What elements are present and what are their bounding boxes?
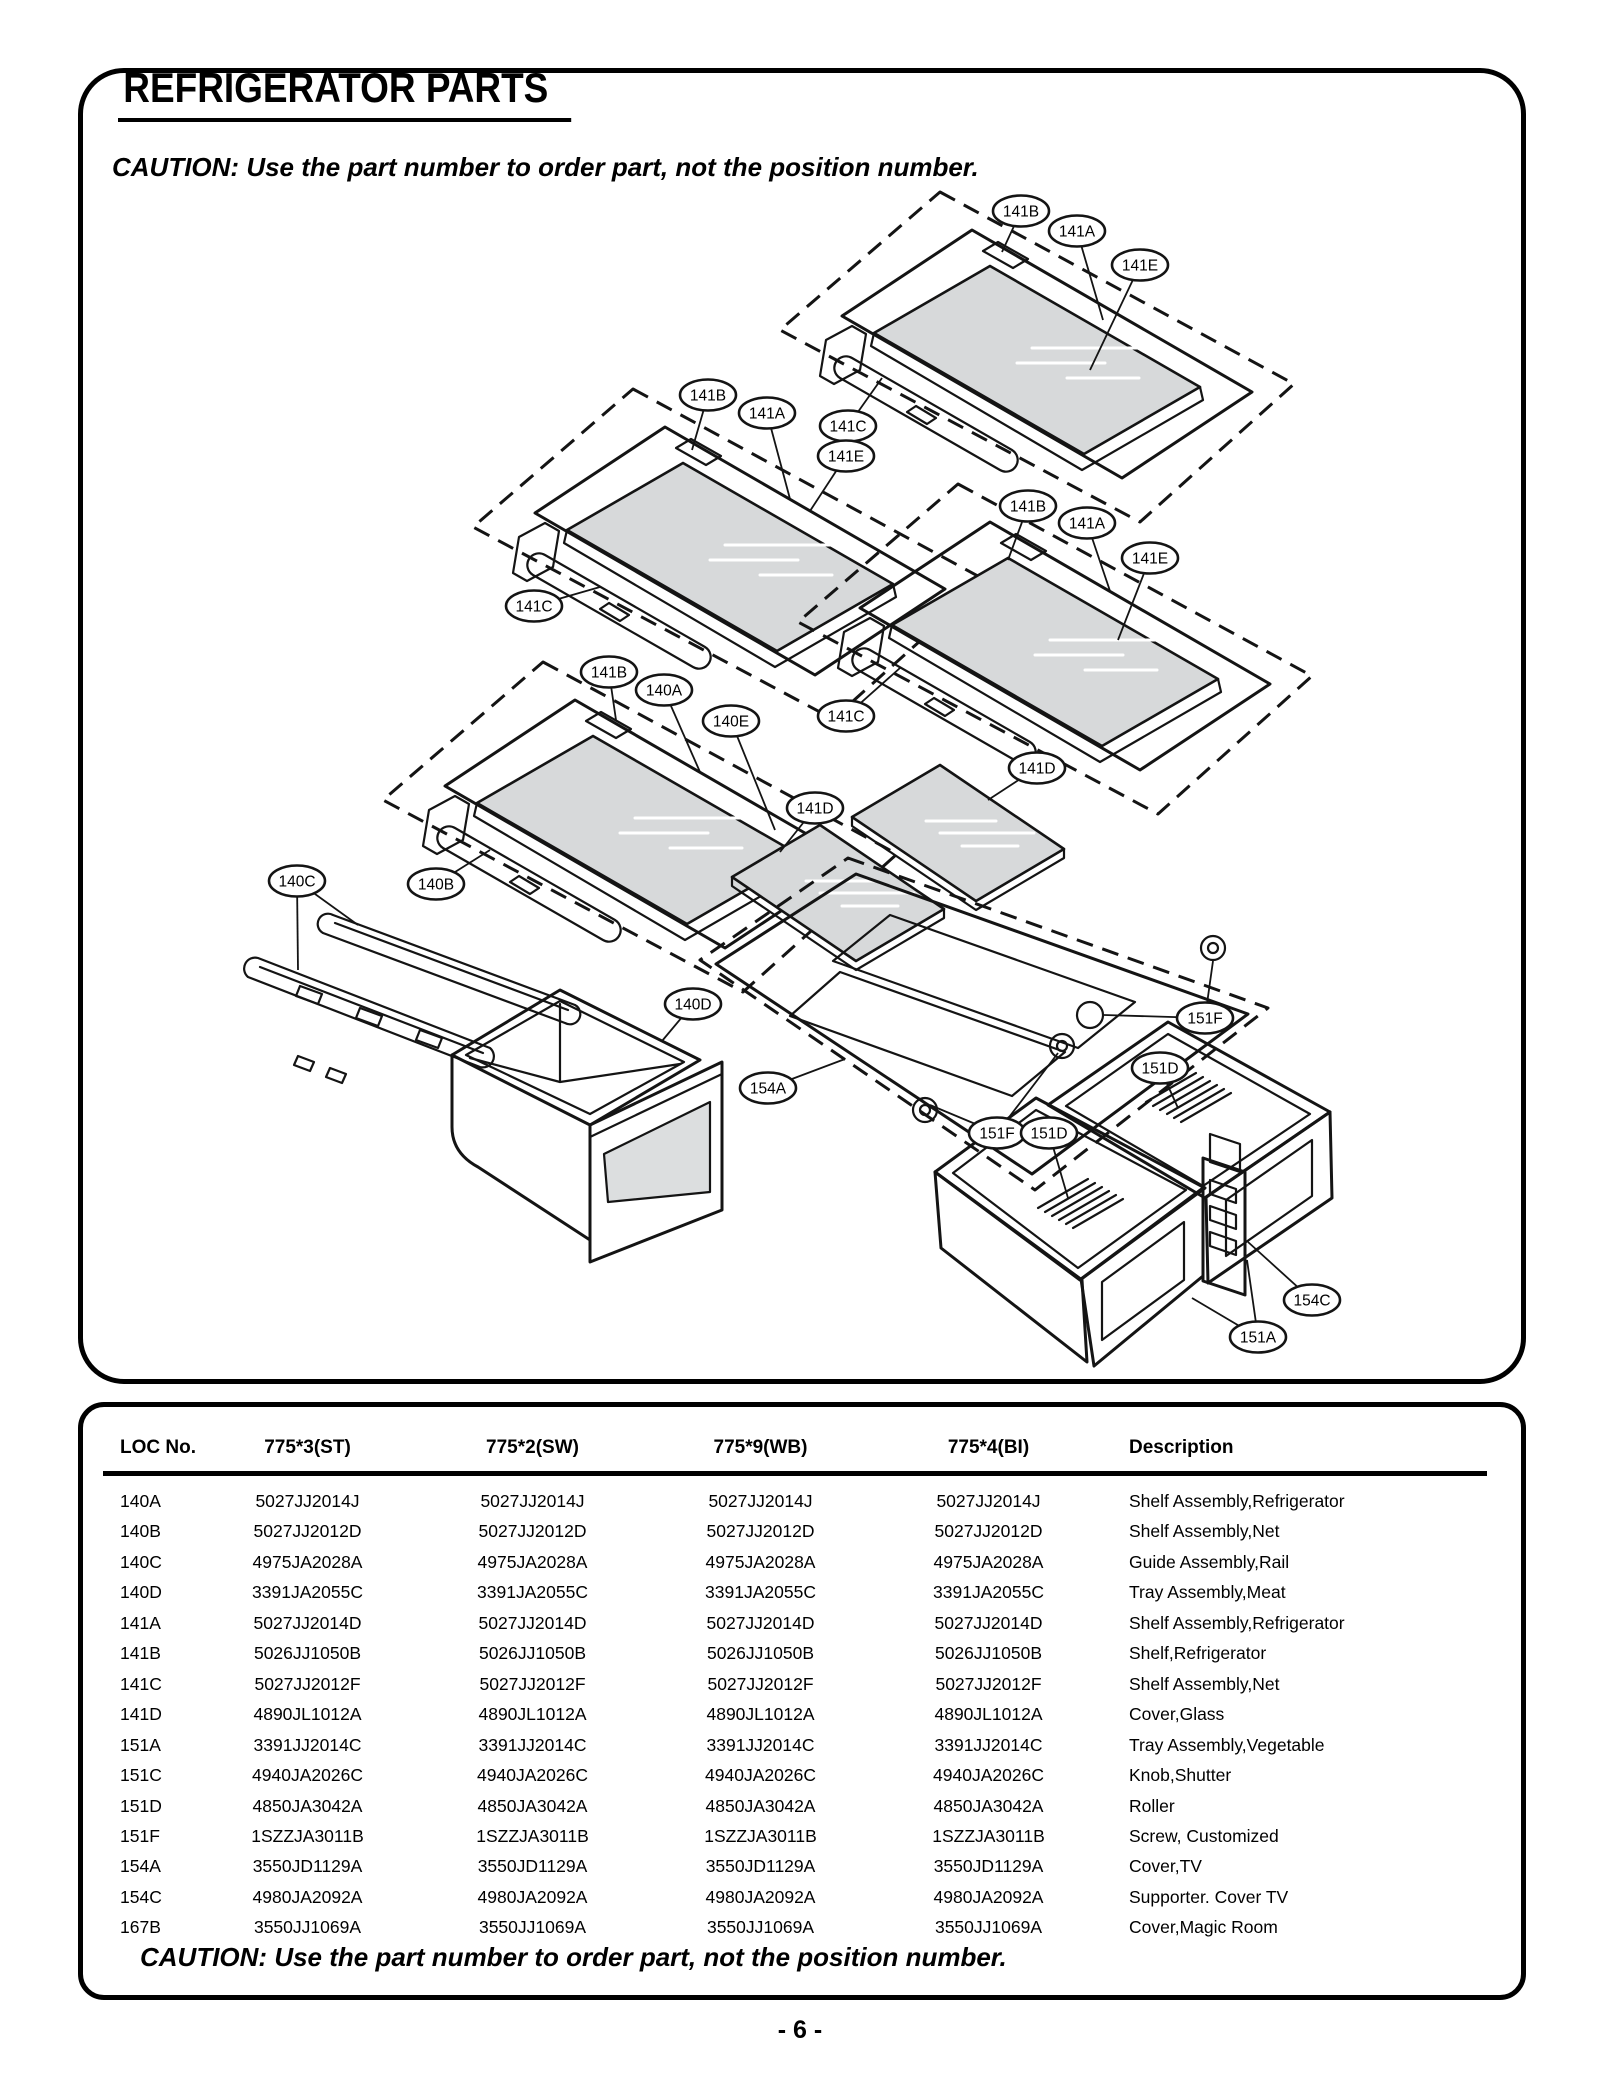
cell-sw: 3550JD1129A <box>477 1856 588 1877</box>
cell-bi: 1SZZJA3011B <box>932 1825 1045 1846</box>
column-header-wb: 775*9(WB) <box>713 1437 808 1458</box>
callout-154A <box>740 1059 845 1104</box>
cell-desc: Shelf Assembly,Net <box>1129 1521 1280 1542</box>
cell-desc: Cover,Magic Room <box>1129 1917 1278 1938</box>
cell-desc: Shelf Assembly,Refrigerator <box>1129 1612 1345 1633</box>
cell-loc: 140C <box>120 1551 162 1572</box>
cell-sw: 1SZZJA3011B <box>476 1825 589 1846</box>
cell-loc: 151D <box>120 1795 162 1816</box>
callout-141C <box>820 378 882 442</box>
cell-bi: 3550JJ1069A <box>934 1917 1043 1938</box>
column-header-bi: 775*4(BI) <box>947 1437 1030 1458</box>
cell-loc: 141C <box>120 1673 162 1694</box>
cell-st: 3391JJ2014C <box>253 1734 362 1755</box>
guide-rail-assembly <box>244 914 580 1083</box>
cell-st: 5027JJ2014J <box>255 1491 360 1511</box>
callout-141D <box>988 753 1065 801</box>
caution-bottom: CAUTION: Use the part number to order part, not the position number. <box>140 1942 1007 1972</box>
cell-sw: 3550JJ1069A <box>478 1917 587 1938</box>
svg-text:141B: 141B <box>689 387 727 405</box>
cell-bi: 5027JJ2012F <box>935 1673 1042 1694</box>
meat-tray <box>452 990 722 1262</box>
cell-wb: 4975JA2028A <box>705 1551 816 1572</box>
cell-st: 5026JJ1050B <box>253 1643 362 1664</box>
svg-text:151A: 151A <box>1239 1329 1277 1347</box>
cell-desc: Tray Assembly,Vegetable <box>1129 1734 1325 1755</box>
cell-st: 4980JA2092A <box>252 1886 363 1907</box>
cell-bi: 3391JA2055C <box>933 1582 1044 1603</box>
svg-text:140B: 140B <box>417 876 455 894</box>
column-header-loc: LOC No. <box>120 1437 196 1458</box>
table-row-140C <box>0 1547 1600 1577</box>
cell-bi: 4890JL1012A <box>934 1704 1043 1725</box>
svg-text:141E: 141E <box>827 448 865 466</box>
cell-sw: 3391JJ2014C <box>478 1734 587 1755</box>
cell-wb: 3391JA2055C <box>705 1582 816 1603</box>
shelf-assembly-141-left <box>473 389 987 719</box>
cell-bi: 5027JJ2014J <box>936 1491 1041 1511</box>
page-title: REFRIGERATOR PARTS <box>118 64 571 122</box>
shelf-assembly-141-top <box>780 192 1294 522</box>
svg-text:141D: 141D <box>1018 760 1056 778</box>
cell-st: 5027JJ2012D <box>253 1521 362 1542</box>
cell-bi: 4940JA2026C <box>933 1765 1044 1786</box>
cell-desc: Guide Assembly,Rail <box>1129 1551 1290 1572</box>
cell-wb: 3550JD1129A <box>705 1856 816 1877</box>
callout-154C <box>1248 1242 1340 1316</box>
cell-desc: Tray Assembly,Meat <box>1129 1582 1286 1603</box>
table-row-154C <box>0 1882 1600 1912</box>
svg-text:154C: 154C <box>1293 1292 1331 1310</box>
callout-141E <box>810 441 874 512</box>
svg-text:140C: 140C <box>278 873 316 891</box>
table-row-141B <box>0 1638 1600 1668</box>
column-header-sw: 775*2(SW) <box>486 1437 579 1458</box>
cell-wb: 4940JA2026C <box>705 1765 816 1786</box>
cell-wb: 1SZZJA3011B <box>704 1825 817 1846</box>
cell-bi: 5027JJ2014D <box>934 1612 1043 1633</box>
svg-text:141A: 141A <box>748 405 786 423</box>
callout-141C <box>818 668 900 732</box>
cell-wb: 5027JJ2014D <box>706 1612 815 1633</box>
cell-sw: 5027JJ2012F <box>479 1673 586 1694</box>
cell-desc: Roller <box>1129 1795 1175 1816</box>
cell-bi: 3550JD1129A <box>933 1856 1044 1877</box>
cell-st: 3550JD1129A <box>252 1856 363 1877</box>
cell-wb: 4850JA3042A <box>705 1795 816 1816</box>
table-row-151A <box>0 1730 1600 1760</box>
callout-layer <box>269 196 1340 1353</box>
cell-st: 4890JL1012A <box>253 1704 362 1725</box>
cell-loc: 167B <box>120 1917 161 1938</box>
callout-141B <box>581 657 637 721</box>
cell-bi: 4975JA2028A <box>933 1551 1044 1572</box>
callout-140A <box>636 675 700 773</box>
callout-151D <box>1021 1118 1077 1199</box>
caution-top: CAUTION: Use the part number to order part, not the position number. <box>112 152 979 182</box>
table-row-141C <box>0 1669 1600 1699</box>
cell-loc: 154A <box>120 1856 161 1877</box>
table-header-row <box>0 1437 1600 1463</box>
cell-sw: 5027JJ2014J <box>480 1491 585 1511</box>
cell-sw: 4940JA2026C <box>477 1765 588 1786</box>
svg-text:141D: 141D <box>796 800 834 818</box>
cell-wb: 3391JJ2014C <box>706 1734 815 1755</box>
page-number: - 6 - <box>777 2016 823 2044</box>
cell-sw: 5027JJ2014D <box>478 1612 587 1633</box>
cell-st: 4975JA2028A <box>252 1551 363 1572</box>
cell-loc: 151A <box>120 1734 161 1755</box>
cell-loc: 140B <box>120 1521 161 1542</box>
svg-text:141E: 141E <box>1131 550 1169 568</box>
cell-loc: 151F <box>120 1825 160 1846</box>
cell-wb: 5027JJ2012F <box>707 1673 814 1694</box>
cell-desc: Screw, Customized <box>1129 1825 1279 1846</box>
cell-desc: Shelf Assembly,Refrigerator <box>1129 1491 1345 1511</box>
svg-text:141E: 141E <box>1121 257 1159 275</box>
cell-loc: 141D <box>120 1704 162 1725</box>
cell-bi: 5027JJ2012D <box>934 1521 1043 1542</box>
svg-text:151D: 151D <box>1141 1060 1179 1078</box>
cell-st: 5027JJ2014D <box>253 1612 362 1633</box>
cell-wb: 5027JJ2012D <box>706 1521 815 1542</box>
cell-wb: 4980JA2092A <box>705 1886 816 1907</box>
cell-st: 3391JA2055C <box>252 1582 363 1603</box>
cell-loc: 151C <box>120 1765 162 1786</box>
cell-sw: 3391JA2055C <box>477 1582 588 1603</box>
svg-text:151F: 151F <box>979 1125 1015 1143</box>
callout-140D <box>662 989 721 1042</box>
cell-sw: 5026JJ1050B <box>478 1643 587 1664</box>
cell-bi: 4850JA3042A <box>933 1795 1044 1816</box>
cell-desc: Shelf Assembly,Net <box>1129 1673 1280 1694</box>
table-row-141D <box>0 1699 1600 1729</box>
table-row-151D <box>0 1791 1600 1821</box>
table-header-rule <box>103 1471 1487 1476</box>
cell-desc: Cover,Glass <box>1129 1704 1225 1725</box>
cell-desc: Shelf,Refrigerator <box>1129 1643 1267 1664</box>
svg-text:141A: 141A <box>1058 223 1096 241</box>
cell-loc: 154C <box>120 1886 162 1907</box>
cell-loc: 141B <box>120 1643 161 1664</box>
table-row-167B <box>0 1912 1600 1942</box>
callout-140B <box>408 850 490 900</box>
cell-st: 3550JJ1069A <box>253 1917 362 1938</box>
cell-bi: 3391JJ2014C <box>934 1734 1043 1755</box>
vegetable-tray-right <box>1048 1022 1332 1283</box>
callout-141B <box>1000 491 1056 561</box>
svg-text:141C: 141C <box>829 418 867 436</box>
table-row-151C <box>0 1760 1600 1790</box>
cell-wb: 5027JJ2014J <box>708 1491 813 1511</box>
cell-loc: 141A <box>120 1612 161 1633</box>
callout-151A <box>1192 1260 1286 1353</box>
cell-wb: 5026JJ1050B <box>706 1643 815 1664</box>
cell-desc: Supporter. Cover TV <box>1129 1886 1289 1907</box>
svg-text:141B: 141B <box>1002 203 1040 221</box>
cell-st: 5027JJ2012F <box>254 1673 361 1694</box>
cell-sw: 4980JA2092A <box>477 1886 588 1907</box>
callout-140C <box>269 866 358 971</box>
cell-loc: 140A <box>120 1491 161 1511</box>
svg-text:151F: 151F <box>1187 1010 1223 1028</box>
cell-sw: 5027JJ2012D <box>478 1521 587 1542</box>
table-row-154A <box>0 1851 1600 1881</box>
cell-desc: Knob,Shutter <box>1129 1765 1232 1786</box>
cell-st: 1SZZJA3011B <box>251 1825 364 1846</box>
table-row-140B <box>0 1516 1600 1546</box>
cell-wb: 4890JL1012A <box>706 1704 815 1725</box>
cell-st: 4940JA2026C <box>252 1765 363 1786</box>
svg-text:141A: 141A <box>1068 515 1106 533</box>
table-row-151F <box>0 1821 1600 1851</box>
table-row-140D <box>0 1577 1600 1607</box>
column-header-desc: Description <box>1129 1437 1234 1458</box>
cell-sw: 4890JL1012A <box>478 1704 587 1725</box>
cell-bi: 5026JJ1050B <box>934 1643 1043 1664</box>
svg-text:141B: 141B <box>590 664 628 682</box>
cell-loc: 140D <box>120 1582 162 1603</box>
svg-text:151D: 151D <box>1030 1125 1068 1143</box>
table-row-140A <box>0 1486 1600 1516</box>
cell-wb: 3550JJ1069A <box>706 1917 815 1938</box>
cell-sw: 4975JA2028A <box>477 1551 588 1572</box>
cell-sw: 4850JA3042A <box>477 1795 588 1816</box>
svg-text:141B: 141B <box>1009 498 1047 516</box>
svg-text:141C: 141C <box>515 598 553 616</box>
svg-text:140A: 140A <box>645 682 683 700</box>
column-header-st: 775*3(ST) <box>264 1437 351 1458</box>
cell-desc: Cover,TV <box>1129 1856 1202 1877</box>
callout-141A <box>739 398 795 500</box>
svg-text:140E: 140E <box>712 713 750 731</box>
svg-text:154A: 154A <box>749 1080 787 1098</box>
svg-text:141C: 141C <box>827 708 865 726</box>
svg-text:140D: 140D <box>674 996 712 1014</box>
cell-bi: 4980JA2092A <box>933 1886 1044 1907</box>
table-row-141A <box>0 1608 1600 1638</box>
cell-st: 4850JA3042A <box>252 1795 363 1816</box>
